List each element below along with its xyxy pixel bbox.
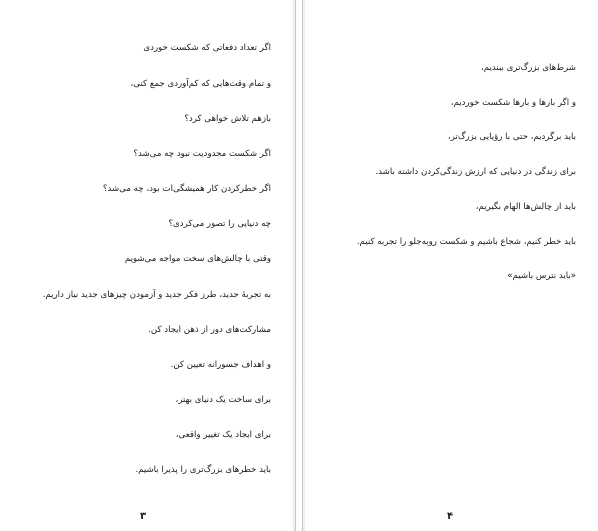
gutter-divider-right	[302, 0, 303, 531]
right-line-1: شرط‌های بزرگ‌تری ببندیم،	[480, 63, 576, 73]
right-page-number: ۴	[447, 511, 454, 522]
left-line-7: وقتی با چالش‌های سخت مواجه می‌شویم	[124, 254, 271, 264]
left-line-12: برای ایجاد یک تغییر واقعی،	[175, 430, 271, 440]
left-line-9: مشارکت‌های دور از ذهن ایجاد کن.	[148, 325, 271, 335]
left-line-4: اگر شکست محدودیت نبود چه می‌شد؟	[133, 149, 271, 159]
right-line-2: و اگر بارها و بارها شکست خوردیم،	[450, 98, 576, 108]
right-line-3: باید برگردیم، حتی با رؤیایی بزرگ‌تر،	[447, 132, 576, 142]
left-line-13: باید خطرهای بزرگ‌تری را پذیرا باشیم.	[135, 465, 271, 475]
left-page	[0, 0, 293, 531]
right-line-5: باید از چالش‌ها الهام بگیریم،	[475, 202, 576, 212]
left-line-3: بازهم تلاش خواهی کرد؟	[184, 114, 271, 124]
right-line-7: «باید نترس باشیم»	[507, 271, 576, 281]
left-line-8: به تجربهٔ جدید، طرز فکر جدید و آزمودن چیزهای جدید نیاز داریم.	[42, 290, 271, 300]
right-line-6: باید خطر کنیم، شجاع باشیم و شکست روبه‌جلو را تجربه کنیم.	[356, 237, 576, 247]
right-line-4: برای زندگی در دنیایی که ارزش زندگی‌کردن داشته باشد.	[375, 167, 576, 177]
left-page-number: ۳	[140, 511, 147, 522]
left-line-11: برای ساخت یک دنیای بهتر،	[175, 395, 271, 405]
left-line-6: چه دنیایی را تصور می‌کردی؟	[168, 219, 271, 229]
left-line-2: و تمام وقت‌هایی که کم‌آوردی جمع کنی،	[130, 79, 271, 89]
gutter-divider-left	[295, 0, 296, 531]
left-line-5: اگر خطرکردن کار همیشگی‌ات بود، چه می‌شد؟	[102, 184, 271, 194]
right-page	[305, 0, 598, 531]
left-line-10: و اهداف جسورانه تعیین کن.	[170, 360, 271, 370]
left-line-1: اگر تعداد دفعاتی که شکست خوردی	[143, 43, 271, 53]
